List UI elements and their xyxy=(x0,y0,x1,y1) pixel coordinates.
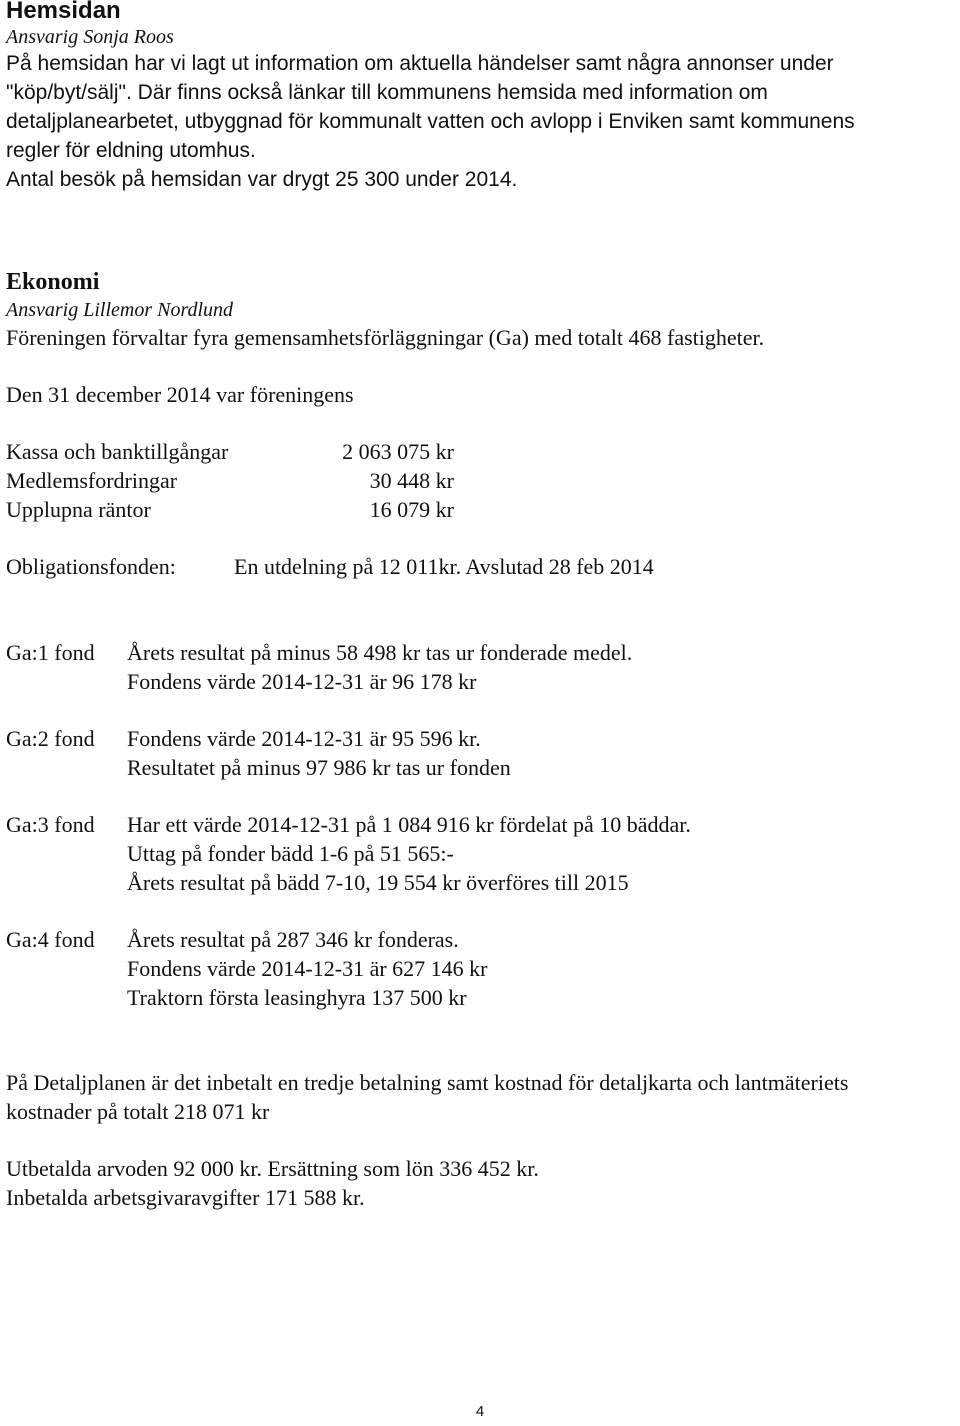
responsible-ekonomi: Ansvarig Lillemor Nordlund xyxy=(6,299,234,321)
asset-amount: 30 448 kr xyxy=(369,468,454,493)
asset-label: Upplupna räntor xyxy=(6,497,151,522)
fund-line: Har ett värde 2014-12-31 på 1 084 916 kr fördelat på 10 bäddar. xyxy=(127,812,691,837)
section-title-hemsidan: Hemsidan xyxy=(6,0,121,24)
fund-label: Ga:3 fond xyxy=(6,812,95,837)
asset-label: Medlemsfordringar xyxy=(6,468,178,493)
obligation-label: Obligationsfonden: xyxy=(6,554,176,579)
fund-line: Fondens värde 2014-12-31 är 627 146 kr xyxy=(127,956,488,981)
fund-line: Fondens värde 2014-12-31 är 95 596 kr. xyxy=(127,726,481,751)
fund-line: Årets resultat på bädd 7-10, 19 554 kr överföres till 2015 xyxy=(127,870,629,895)
payments-line: Utbetalda arvoden 92 000 kr. Ersättning som lön 336 452 kr. xyxy=(6,1156,539,1181)
payments-line: Inbetalda arbetsgivaravgifter 171 588 kr. xyxy=(6,1185,365,1210)
detaljplan-line: På Detaljplanen är det inbetalt en tredje betalning samt kostnad för detaljkarta och lantmäteriets xyxy=(6,1070,849,1095)
fund-line: Fondens värde 2014-12-31 är 96 178 kr xyxy=(127,669,477,694)
asset-amount: 16 079 kr xyxy=(369,497,454,522)
asset-label: Kassa och banktillgångar xyxy=(6,439,229,464)
paragraph-line: "köp/byt/sälj". Där finns också länkar till kommunens hemsida med information om xyxy=(6,81,768,104)
fund-line: Traktorn första leasinghyra 137 500 kr xyxy=(127,985,467,1010)
fund-line: Årets resultat på 287 346 kr fonderas. xyxy=(127,927,459,952)
paragraph-line: regler för eldning utomhus. xyxy=(6,139,256,162)
fund-line: Uttag på fonder bädd 1-6 på 51 565:- xyxy=(127,841,454,866)
ekonomi-date-line: Den 31 december 2014 var föreningens xyxy=(6,382,354,407)
page-number: 4 xyxy=(475,1403,485,1420)
fund-line: Resultatet på minus 97 986 kr tas ur fonden xyxy=(127,755,511,780)
ekonomi-intro: Föreningen förvaltar fyra gemensamhetsförläggningar (Ga) med totalt 468 fastigheter. xyxy=(6,325,765,350)
obligation-text: En utdelning på 12 011kr. Avslutad 28 feb 2014 xyxy=(234,554,654,579)
visits-line: Antal besök på hemsidan var drygt 25 300 under 2014. xyxy=(6,168,518,191)
section-title-ekonomi: Ekonomi xyxy=(6,269,100,295)
asset-amount: 2 063 075 kr xyxy=(342,439,454,464)
detaljplan-line: kostnader på totalt 218 071 kr xyxy=(6,1099,270,1124)
fund-label: Ga:1 fond xyxy=(6,640,95,665)
fund-line: Årets resultat på minus 58 498 kr tas ur fonderade medel. xyxy=(127,640,633,665)
responsible-hemsidan: Ansvarig Sonja Roos xyxy=(6,26,174,48)
paragraph-line: På hemsidan har vi lagt ut information om aktuella händelser samt några annonser under xyxy=(6,52,834,75)
fund-label: Ga:2 fond xyxy=(6,726,95,751)
paragraph-line: detaljplanearbetet, utbyggnad för kommunalt vatten och avlopp i Enviken samt kommunens xyxy=(6,110,855,133)
fund-label: Ga:4 fond xyxy=(6,927,95,952)
